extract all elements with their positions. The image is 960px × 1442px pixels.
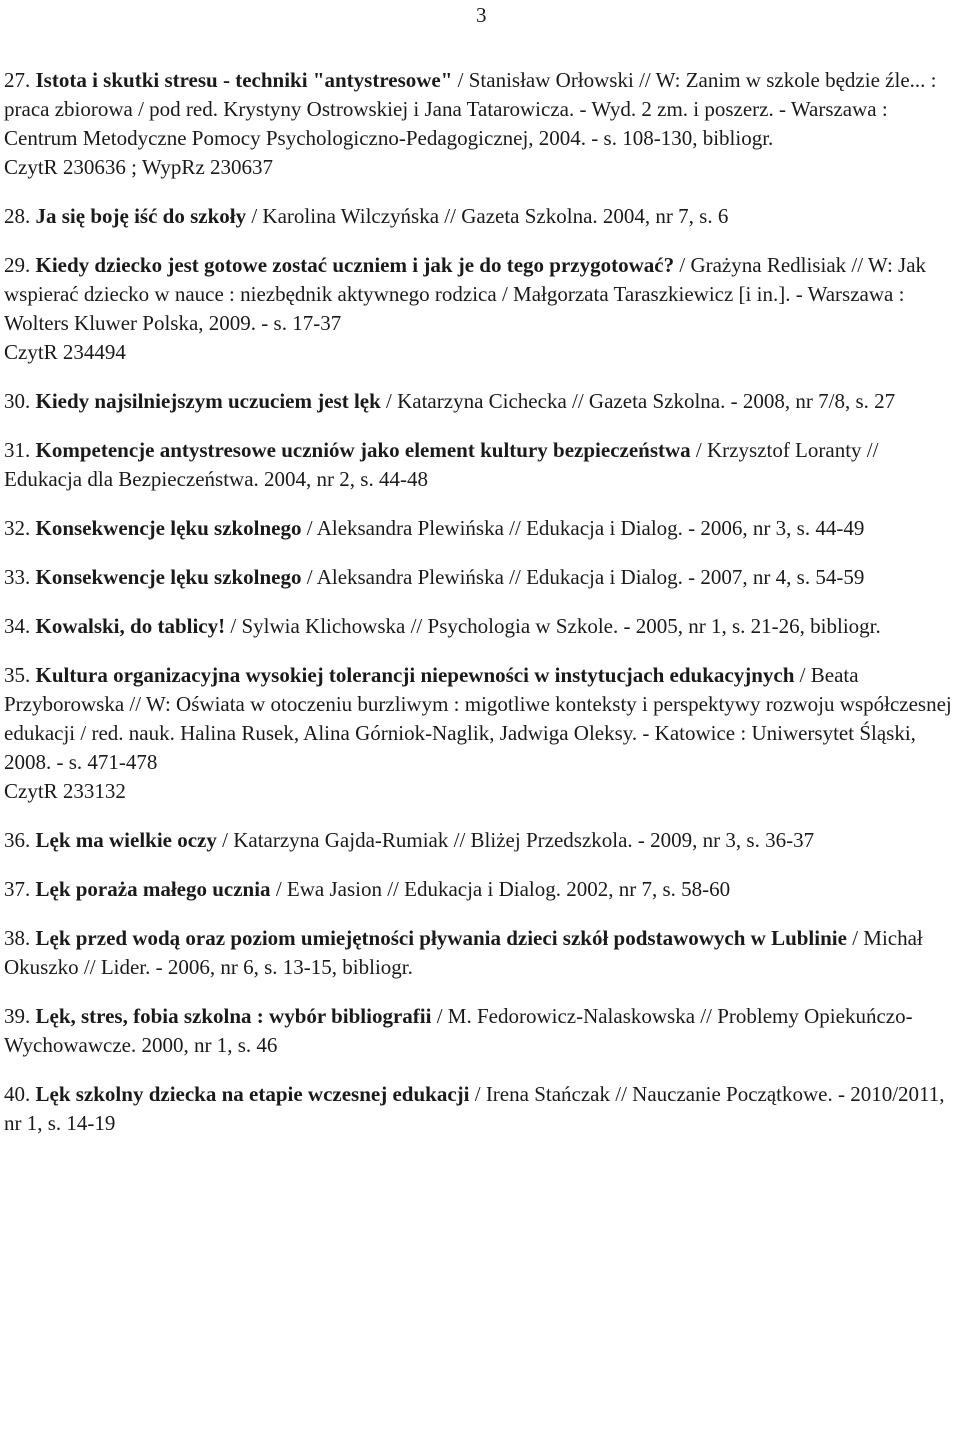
bibliography-entry bbox=[4, 66, 954, 182]
entry-details: / Irena Stańczak // Nauczanie Początkowe. - 2010/2011, nr 1, s. 14-19 bbox=[4, 1082, 945, 1135]
entry-title: Istota i skutki stresu - techniki "antystresowe" bbox=[35, 68, 453, 92]
entry-details: / Krzysztof Loranty // Edukacja dla Bezpieczeństwa. 2004, nr 2, s. 44-48 bbox=[4, 438, 879, 491]
entry-details: / Aleksandra Plewińska // Edukacja i Dialog. - 2007, nr 4, s. 54-59 bbox=[301, 565, 865, 589]
entry-title: Lęk szkolny dziecka na etapie wczesnej edukacji bbox=[35, 1082, 470, 1106]
entry-details: / Katarzyna Cichecka // Gazeta Szkolna. - 2008, nr 7/8, s. 27 bbox=[380, 389, 896, 413]
bibliography-entry bbox=[4, 251, 954, 367]
entry-number: 29. bbox=[4, 253, 36, 277]
bibliography-entry bbox=[4, 661, 954, 806]
entry-details: / Karolina Wilczyńska // Gazeta Szkolna. 2004, nr 7, s. 6 bbox=[246, 204, 729, 228]
entry-number: 30. bbox=[4, 389, 36, 413]
bibliography-entry bbox=[4, 875, 954, 904]
entry-title: Kompetencje antystresowe uczniów jako element kultury bezpieczeństwa bbox=[35, 438, 691, 462]
entry-number: 36. bbox=[4, 828, 36, 852]
bibliography-entry bbox=[4, 202, 954, 231]
entry-details: / Ewa Jasion // Edukacja i Dialog. 2002, nr 7, s. 58-60 bbox=[270, 877, 731, 901]
entry-title: Kowalski, do tablicy! bbox=[35, 614, 226, 638]
entry-number: 40. bbox=[4, 1082, 36, 1106]
entry-call-number: CzytR 233132 bbox=[4, 779, 126, 803]
entry-number: 34. bbox=[4, 614, 36, 638]
entry-number: 27. bbox=[4, 68, 36, 92]
entry-title: Konsekwencje lęku szkolnego bbox=[35, 516, 302, 540]
bibliography-entry bbox=[4, 924, 954, 982]
bibliography-entry bbox=[4, 612, 954, 641]
entry-number: 39. bbox=[4, 1004, 36, 1028]
entry-number: 31. bbox=[4, 438, 36, 462]
entry-number: 32. bbox=[4, 516, 36, 540]
entry-title: Lęk poraża małego ucznia bbox=[35, 877, 271, 901]
bibliography-entry bbox=[4, 826, 954, 855]
entry-title: Kultura organizacyjna wysokiej tolerancji niepewności w instytucjach edukacyjnych bbox=[35, 663, 795, 687]
entry-details: / Sylwia Klichowska // Psychologia w Szkole. - 2005, nr 1, s. 21-26, bibliogr. bbox=[225, 614, 881, 638]
entry-number: 33. bbox=[4, 565, 36, 589]
bibliography-entry bbox=[4, 1080, 954, 1138]
entry-title: Konsekwencje lęku szkolnego bbox=[35, 565, 302, 589]
entry-number: 28. bbox=[4, 204, 36, 228]
entry-title: Lęk, stres, fobia szkolna : wybór bibliografii bbox=[35, 1004, 432, 1028]
bibliography-entry bbox=[4, 387, 954, 416]
entry-number: 38. bbox=[4, 926, 36, 950]
bibliography-entry bbox=[4, 1002, 954, 1060]
entry-details: / Michał Okuszko // Lider. - 2006, nr 6, s. 13-15, bibliogr. bbox=[4, 926, 923, 979]
entry-details: / Aleksandra Plewińska // Edukacja i Dialog. - 2006, nr 3, s. 44-49 bbox=[301, 516, 865, 540]
entry-details: / Grażyna Redlisiak // W: Jak wspierać dziecko w nauce : niezbędnik aktywnego rodzica / Małgorzata Taraszkiewicz [i in.]. - Warszawa : Wolters Kluwer Polska, 2009. - s. 17-37 bbox=[4, 253, 927, 335]
page-number: 3 bbox=[476, 3, 487, 27]
bibliography-entry bbox=[4, 436, 954, 494]
entry-title: Lęk ma wielkie oczy bbox=[35, 828, 217, 852]
entry-details: / Katarzyna Gajda-Rumiak // Bliżej Przedszkola. - 2009, nr 3, s. 36-37 bbox=[216, 828, 815, 852]
entry-call-number: CzytR 234494 bbox=[4, 340, 126, 364]
entry-number: 35. bbox=[4, 663, 36, 687]
entry-number: 37. bbox=[4, 877, 36, 901]
entry-details: / Stanisław Orłowski // W: Zanim w szkole będzie źle... : praca zbiorowa / pod red. Krystyny Ostrowskiej i Jana Tatarowicza. - Wyd. 2 zm. i poszerz. - Warszawa : Centrum Metodyczne Pomocy Psychologiczno-Pedagogicznej, 2004. - s. 108-130, bibliogr. bbox=[4, 68, 937, 150]
entry-title: Kiedy dziecko jest gotowe zostać uczniem i jak je do tego przygotować? bbox=[35, 253, 675, 277]
bibliography-entry bbox=[4, 563, 954, 592]
entry-title: Lęk przed wodą oraz poziom umiejętności pływania dzieci szkół podstawowych w Lublinie bbox=[35, 926, 847, 950]
entry-details: / M. Fedorowicz-Nalaskowska // Problemy Opiekuńczo-Wychowawcze. 2000, nr 1, s. 46 bbox=[4, 1004, 913, 1057]
entry-title: Ja się boję iść do szkoły bbox=[35, 204, 247, 228]
entry-call-number: CzytR 230636 ; WypRz 230637 bbox=[4, 155, 274, 179]
entry-title: Kiedy najsilniejszym uczuciem jest lęk bbox=[35, 389, 381, 413]
bibliography-list bbox=[4, 66, 954, 1138]
entry-details: / Beata Przyborowska // W: Oświata w otoczeniu burzliwym : migotliwe konteksty i perspektywy rozwoju współczesnej edukacji / red. nauk. Halina Rusek, Alina Górniok-Naglik, Jadwiga Oleksy. - Katowice : Uniwersytet Śląski, 2008. - s. 471-478 bbox=[4, 663, 952, 774]
bibliography-entry bbox=[4, 514, 954, 543]
